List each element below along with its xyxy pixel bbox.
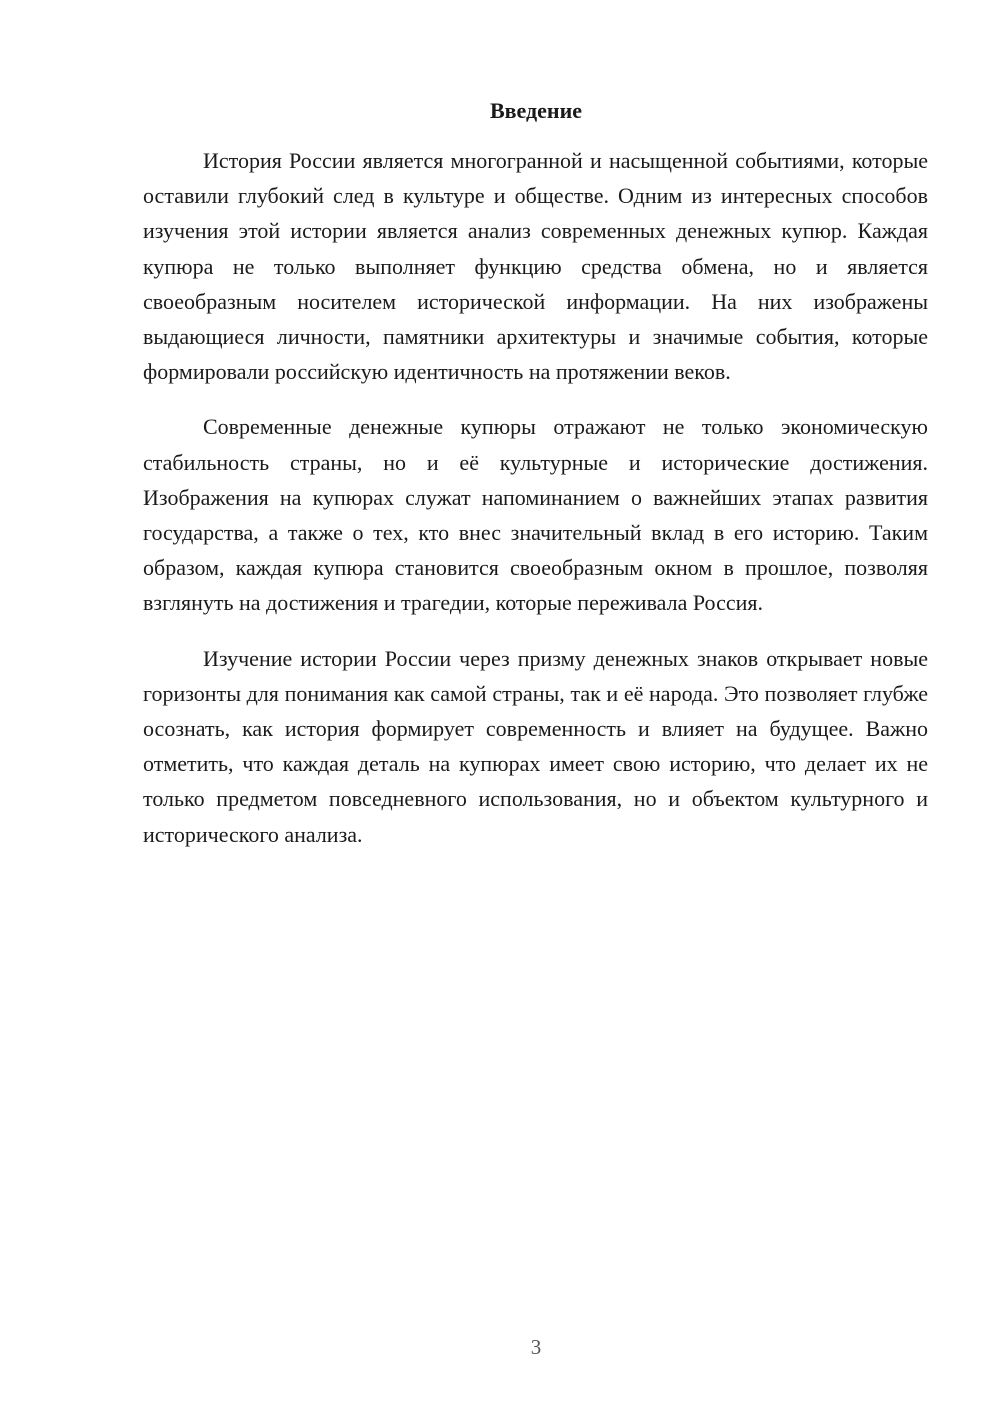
paragraph-intro: История России является многогранной и насыщенной событиями, которые оставили глубокий след в культуре и обществе. Одним из интересных способов изучения этой истории является анализ современных денежных купюр. Каждая купюра не только выполняет функцию средства обмена, но и является своеобразным носителем исторической информации. На них изображены выдающиеся личности, памятники архитектуры и значимые события, которые формировали российскую идентичность на протяжении веков. — [143, 148, 928, 385]
paragraph-conclusion: Изучение истории России через призму денежных знаков открывает новые горизонты для понимания как самой страны, так и её народа. Это позволяет глубже осознать, как история формирует современность и влияет на будущее. Важно отметить, что каждая деталь на купюрах имеет свою историю, что делает их не только предметом повседневного использования, но и объектом культурного и исторического анализа. — [143, 645, 928, 847]
page-title: Введение — [489, 98, 583, 123]
paragraph-banknotes: Современные денежные купюры отражают не только экономическую стабильность страны, но и её культурные и исторические достижения. Изображения на купюрах служат напоминанием о важнейших этапах развития государства, а также о тех, кто внес значительный вклад в его историю. Таким образом, каждая купюра становится своеобразным окном в прошлое, позволяя взглянуть на достижения и трагедии, которые переживала Россия. — [143, 414, 928, 616]
page-number: 3 — [530, 1335, 542, 1359]
body-text — [143, 143, 928, 872]
